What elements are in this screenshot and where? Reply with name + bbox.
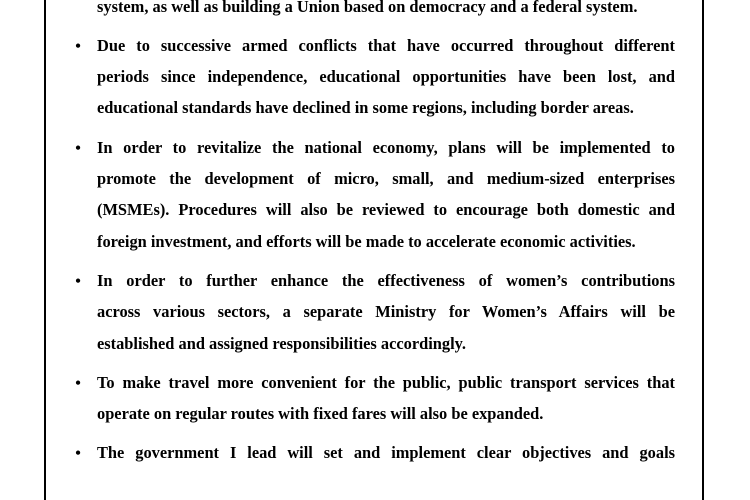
list-item-line: educational standards have declined in some regions, including border areas. [97, 98, 634, 117]
bullet-icon: • [75, 140, 81, 157]
list-item-line: promote the development of micro, small, and medium-sized enterprises [97, 169, 675, 188]
list-item-line: operate on regular routes with fixed fares will also be expanded. [97, 404, 544, 423]
list-item-line: established and assigned responsibilities accordingly. [97, 334, 467, 353]
list-item-line: periods since independence, educational opportunities have been lost, and [97, 67, 675, 86]
list-item-line: (MSMEs). Procedures will also be reviewed to encourage both domestic and [97, 200, 675, 219]
continuation-line: system, as well as building a Union based on democracy and a federal system. [97, 0, 638, 16]
bullet-icon: • [75, 375, 81, 392]
list-item-line: In order to revitalize the national economy, plans will be implemented to [97, 138, 675, 157]
list-item-line: Due to successive armed conflicts that have occurred throughout different [97, 36, 675, 55]
list-item-line: The government I lead will set and implement clear objectives and goals [97, 443, 675, 462]
list-item-line: In order to further enhance the effectiveness of women’s contributions [97, 271, 675, 290]
list-item-line: across various sectors, a separate Ministry for Women’s Affairs will be [97, 302, 675, 321]
list-item-line: foreign investment, and efforts will be made to accelerate economic activities. [97, 232, 636, 251]
bullet-icon: • [75, 445, 81, 462]
bullet-icon: • [75, 273, 81, 290]
list-item-line: To make travel more convenient for the public, public transport services that [97, 373, 675, 392]
bullet-icon: • [75, 38, 81, 55]
